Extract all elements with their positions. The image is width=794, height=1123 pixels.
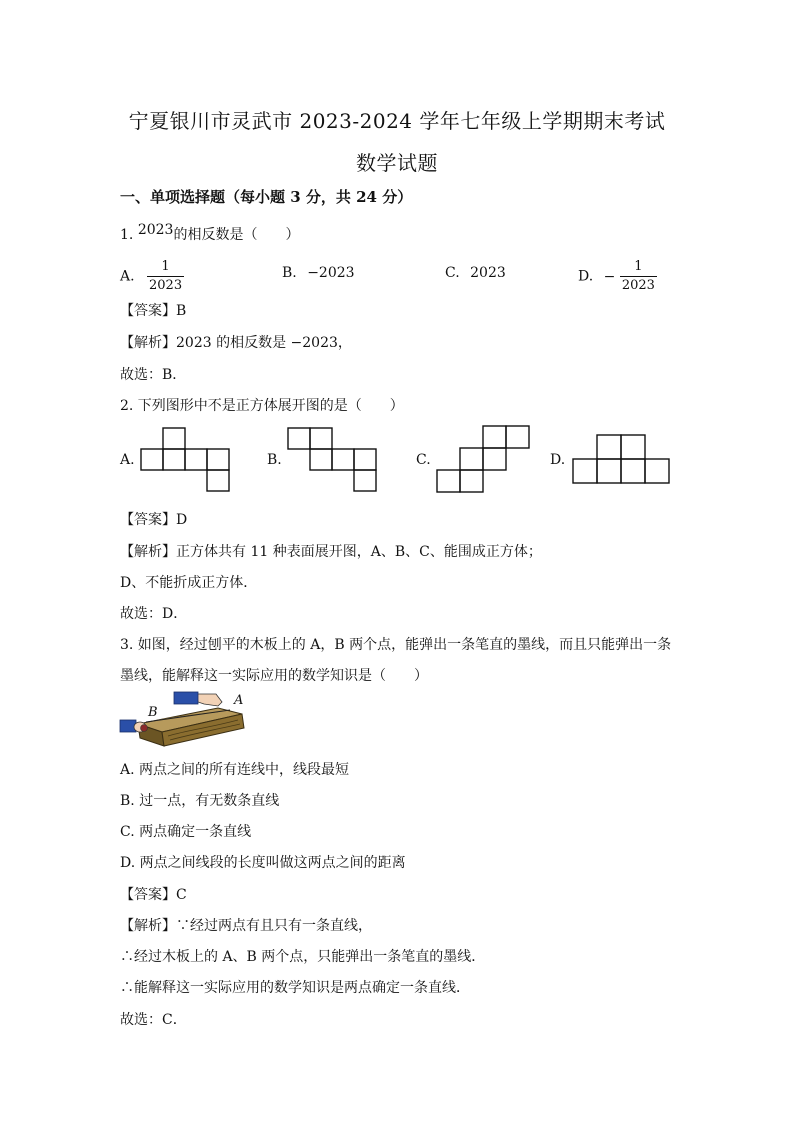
q1-option-d [578, 258, 657, 295]
cube-net-b [287, 427, 379, 493]
q1-option-c-label: C. [445, 265, 460, 281]
q1-answer: 【答案】B [120, 303, 187, 319]
q3-option-c: C. 两点确定一条直线 [120, 824, 252, 840]
q2-answer: 【答案】D [120, 512, 188, 528]
exam-title: 宁夏银川市灵武市 2023-2024 学年七年级上学期期末考试 [128, 109, 666, 133]
q1-conclusion: 故选：B． [120, 367, 187, 383]
fraction-numerator: 1 [147, 258, 184, 277]
q3-option-a: A. 两点之间的所有连线中，线段最短 [120, 762, 350, 778]
cube-net-d [571, 434, 673, 486]
q1-stem [120, 224, 299, 244]
q1-option-a-fraction [147, 258, 184, 295]
q2-option-d-label: D. [550, 452, 566, 468]
q3-analysis-1: 【解析】∵经过两点有且只有一条直线， [120, 918, 372, 934]
q1-option-a [120, 258, 184, 295]
q1-option-c [445, 265, 506, 281]
section-heading: 一、单项选择题（每小题 3 分，共 24 分） [120, 188, 413, 206]
q3-answer: 【答案】C [120, 887, 187, 903]
q3-analysis-2: ∴经过木板上的 A、B 两个点，只能弹出一条笔直的墨线． [120, 949, 486, 965]
q1-option-b [282, 265, 355, 281]
cube-net-c [436, 425, 532, 495]
q1-option-c-text: 2023 [470, 265, 506, 281]
q1-value: 2023 [137, 222, 174, 238]
cube-net-a [141, 427, 231, 493]
exam-subtitle: 数学试题 [356, 151, 438, 175]
q1-option-a-label: A. [120, 268, 135, 285]
point-b-label: B [148, 705, 158, 720]
q1-option-b-text: −2023 [307, 265, 355, 281]
q2-option-b-label: B. [267, 452, 282, 468]
q1-stem-text: 的相反数是（ ） [173, 227, 300, 243]
q1-option-d-sign: − [603, 268, 616, 285]
q1-option-d-fraction [620, 258, 657, 295]
q1-number: 1. [120, 227, 134, 243]
fraction-denominator: 2023 [149, 278, 183, 293]
fraction-numerator: 1 [620, 258, 657, 277]
q2-option-c-label: C. [416, 452, 431, 468]
q3-analysis-3: ∴能解释这一实际应用的数学知识是两点确定一条直线． [120, 980, 470, 996]
wood-board-illustration [118, 690, 248, 748]
point-a-label: A [234, 693, 244, 708]
q1-option-d-label: D. [578, 268, 594, 285]
q1-option-b-label: B. [282, 265, 297, 281]
q3-stem-1: 3. 如图，经过刨平的木板上的 A，B 两个点，能弹出一条笔直的墨线，而且只能弹出一条 [120, 637, 672, 653]
q3-option-b: B. 过一点，有无数条直线 [120, 793, 280, 809]
q3-option-d: D. 两点之间线段的长度叫做这两点之间的距离 [120, 855, 406, 871]
q1-analysis: 【解析】2023 的相反数是 −2023， [120, 335, 352, 351]
q3-stem-2: 墨线，能解释这一实际应用的数学知识是（ ） [120, 668, 428, 684]
q2-option-a-label: A. [120, 452, 135, 468]
q2-analysis-2: D、不能折成正方体． [120, 575, 258, 591]
q2-analysis-1: 【解析】正方体共有 11 种表面展开图，A、B、C、能围成正方体； [120, 544, 542, 560]
q2-conclusion: 故选：D． [120, 606, 188, 622]
q2-stem: 2. 下列图形中不是正方体展开图的是（ ） [120, 398, 404, 414]
fraction-denominator: 2023 [621, 278, 655, 293]
q3-conclusion: 故选：C． [120, 1012, 187, 1028]
